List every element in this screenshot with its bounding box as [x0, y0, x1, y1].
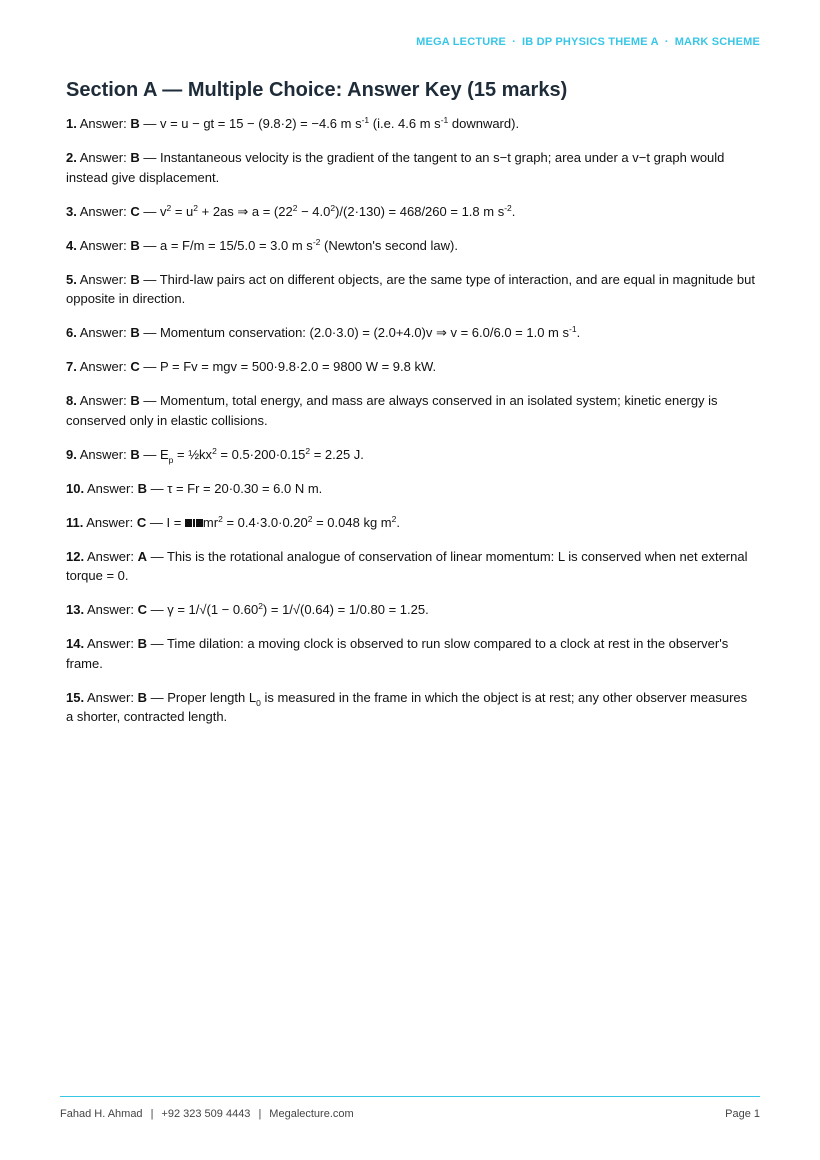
answer-item-8 — [66, 391, 756, 430]
answer-item-12 — [66, 547, 756, 586]
header-separator: · — [664, 36, 669, 48]
header-brand: MEGA LECTURE — [416, 36, 507, 48]
answer-text: — E — [143, 446, 169, 462]
answer-text: — This is the rotational analogue of conservation of linear momentum: L is conserved when net external torque = 0. — [66, 548, 748, 583]
answer-item-15 — [66, 688, 756, 727]
superscript: 2 — [258, 601, 263, 611]
superscript: 2 — [305, 445, 311, 456]
answer-prefix: Answer: — [79, 150, 127, 165]
answer-prefix: Answer: — [79, 237, 127, 253]
answer-text: . — [396, 514, 400, 530]
answer-letter: C — [130, 359, 140, 374]
answer-prefix: Answer: — [79, 116, 127, 131]
answer-number: 8. — [66, 393, 77, 408]
answer-number: 10. — [66, 480, 85, 496]
footer-separator: | — [150, 1108, 154, 1120]
answer-letter: C — [130, 203, 140, 219]
answer-prefix: Answer: — [79, 271, 127, 287]
answer-text: — Proper length L — [150, 689, 257, 705]
page-number: Page 1 — [725, 1108, 760, 1120]
footer-separator: | — [258, 1108, 262, 1120]
superscript: -1 — [361, 115, 370, 125]
superscript: -1 — [440, 115, 449, 125]
answer-text: + 2as ⇒ a = (22 — [198, 203, 293, 219]
missing-glyph-icon — [185, 515, 203, 530]
answer-text: — v — [143, 203, 167, 219]
answer-prefix: Answer: — [86, 514, 134, 530]
answer-text: — I = — [149, 514, 185, 530]
answer-item-11 — [66, 513, 756, 533]
answer-prefix: Answer: — [86, 636, 134, 651]
answer-text: downward). — [448, 116, 520, 131]
answer-letter: B — [130, 150, 140, 165]
page-footer — [60, 1108, 760, 1120]
answer-text: )/(2·130) = 468/260 = 1.8 m s — [335, 203, 505, 219]
answer-item-1 — [66, 114, 756, 134]
answer-number: 6. — [66, 325, 77, 340]
superscript: -2 — [504, 202, 512, 213]
answer-number: 3. — [66, 203, 77, 219]
answer-text: — Third-law pairs act on different objects, are the same type of interaction, and are equal in magnitude but opposite in direction. — [66, 271, 755, 306]
page-title: Section A — Multiple Choice: Answer Key (15 marks) — [66, 79, 568, 101]
answer-number: 4. — [66, 237, 77, 253]
answer-prefix: Answer: — [79, 393, 127, 408]
answer-item-10 — [66, 479, 756, 499]
answer-text: (Newton's second law). — [320, 237, 458, 253]
answer-prefix: Answer: — [86, 689, 134, 705]
answer-item-6 — [66, 323, 756, 343]
footer-phone: +92 323 509 4443 — [161, 1108, 251, 1120]
answer-text: — Time dilation: a moving clock is observed to run slow compared to a clock at rest in the observer's frame. — [66, 636, 729, 671]
footer-author: Fahad H. Ahmad — [60, 1108, 143, 1120]
answer-letter: A — [137, 548, 147, 564]
answer-text: — Instantaneous velocity is the gradient of the tangent to an s−t graph; area under a v−t graph would instead give displacement. — [66, 150, 725, 185]
answer-prefix: Answer: — [79, 359, 127, 374]
answer-letter: B — [130, 116, 140, 131]
answer-letter: B — [130, 325, 140, 340]
header-course: IB DP PHYSICS THEME A — [521, 36, 659, 48]
answer-item-13 — [66, 600, 756, 620]
superscript: 2 — [307, 513, 313, 524]
footer-website: Megalecture.com — [269, 1108, 354, 1120]
answer-item-9 — [66, 445, 756, 465]
answer-text: = 0.4·3.0·0.20 — [222, 514, 308, 530]
footer-divider — [60, 1096, 760, 1097]
answer-text: − 4.0 — [297, 203, 331, 219]
answer-letter: C — [136, 514, 147, 530]
answer-text: = 0.5·200·0.15 — [216, 446, 306, 462]
superscript: 2 — [292, 202, 298, 213]
answer-item-4 — [66, 236, 756, 256]
answer-letter: B — [130, 237, 140, 253]
superscript: -2 — [312, 236, 321, 247]
superscript: 2 — [330, 202, 336, 213]
answer-item-2 — [66, 148, 756, 187]
answer-number: 5. — [66, 271, 77, 287]
answer-prefix: Answer: — [79, 446, 127, 462]
answer-letter: C — [137, 602, 147, 617]
answer-prefix: Answer: — [86, 480, 134, 496]
answer-item-7 — [66, 357, 756, 377]
answer-prefix: Answer: — [79, 325, 127, 340]
answer-list — [66, 114, 756, 741]
answer-number: 2. — [66, 150, 77, 165]
answer-number: 13. — [66, 602, 85, 617]
answer-number: 15. — [66, 689, 85, 705]
answer-letter: B — [137, 480, 147, 496]
answer-text: — v = u − gt = 15 − (9.8·2) = −4.6 m s — [143, 116, 362, 131]
answer-number: 9. — [66, 446, 77, 462]
subscript: 0 — [256, 697, 261, 708]
answer-letter: B — [137, 636, 147, 651]
answer-text: mr — [202, 514, 219, 530]
answer-text: . — [576, 325, 581, 340]
answer-text: — a = F/m = 15/5.0 = 3.0 m s — [143, 237, 313, 253]
header-doc-type: MARK SCHEME — [674, 36, 760, 48]
answer-letter: B — [130, 271, 140, 287]
answer-letter: B — [130, 446, 140, 462]
answer-text: (i.e. 4.6 m s — [369, 116, 441, 131]
answer-text: — P = Fv = mgv = 500·9.8·2.0 = 9800 W = 9.8 kW. — [143, 359, 437, 374]
page-header — [416, 36, 760, 48]
superscript: 2 — [166, 202, 172, 213]
header-separator: · — [512, 36, 516, 48]
answer-text: is measured in the frame in which the object is at rest; any other observer measures a shorter, contracted length. — [66, 689, 748, 724]
answer-text: — τ = Fr = 20·0.30 = 6.0 N m. — [150, 480, 323, 496]
answer-item-14 — [66, 634, 756, 673]
superscript: 2 — [391, 513, 397, 524]
answer-number: 7. — [66, 359, 77, 374]
answer-text: . — [511, 203, 516, 219]
subscript: p — [168, 454, 174, 465]
answer-text: = u — [171, 203, 194, 219]
superscript: 2 — [218, 513, 223, 524]
answer-text: = 0.048 kg m — [312, 514, 392, 530]
answer-text: — γ = 1/√(1 − 0.60 — [150, 602, 259, 617]
superscript: 2 — [212, 445, 217, 456]
answer-number: 12. — [66, 548, 85, 564]
answer-letter: B — [130, 393, 140, 408]
answer-letter: B — [137, 689, 147, 705]
answer-text: = 2.25 J. — [310, 446, 364, 462]
superscript: -1 — [569, 324, 577, 334]
answer-number: 1. — [66, 116, 77, 131]
answer-item-3 — [66, 202, 756, 222]
answer-item-5 — [66, 270, 756, 309]
answer-text: = ½kx — [173, 446, 213, 462]
superscript: 2 — [193, 202, 198, 213]
answer-prefix: Answer: — [86, 602, 134, 617]
answer-prefix: Answer: — [86, 548, 134, 564]
answer-text: — Momentum, total energy, and mass are always conserved in an isolated system; kinetic energy is conserved only in elastic collisions. — [66, 393, 718, 428]
answer-number: 14. — [66, 636, 85, 651]
answer-prefix: Answer: — [79, 203, 127, 219]
answer-text: ) = 1/√(0.64) = 1/0.80 = 1.25. — [262, 602, 429, 617]
answer-text: — Momentum conservation: (2.0·3.0) = (2.0+4.0)v ⇒ v = 6.0/6.0 = 1.0 m s — [143, 325, 570, 340]
answer-number: 11. — [66, 514, 84, 530]
